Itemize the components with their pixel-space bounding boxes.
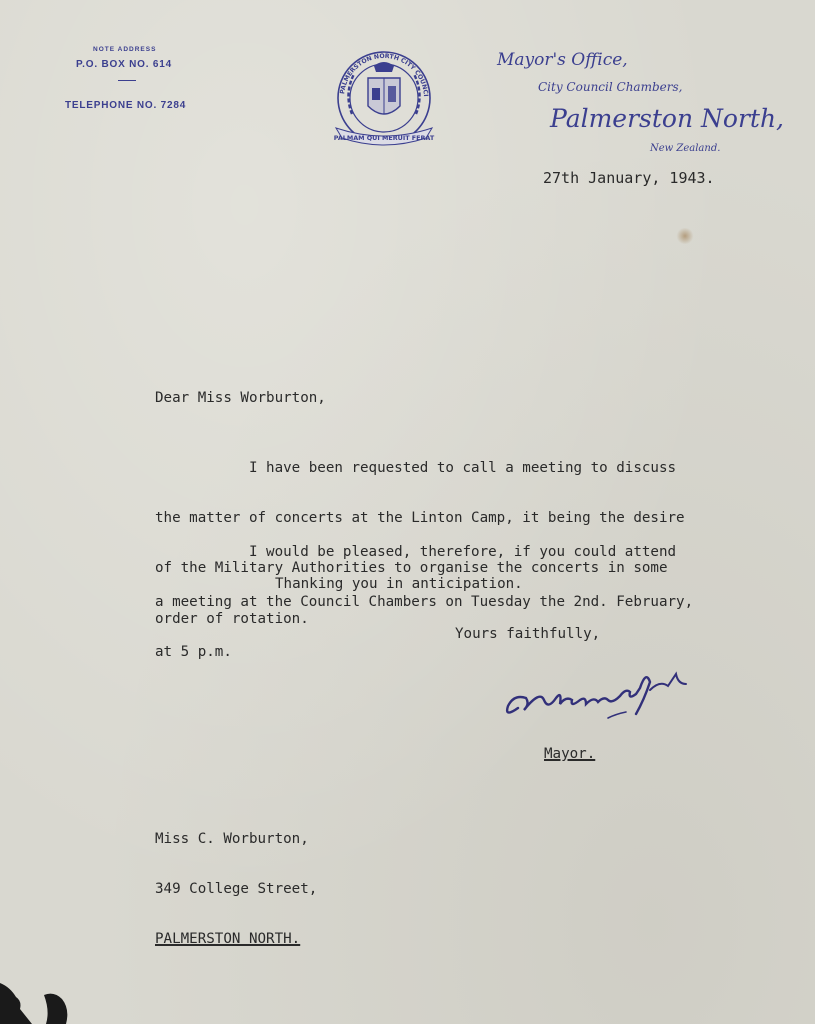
office-subtitle: City Council Chambers, — [538, 80, 683, 94]
paper-stain — [676, 228, 694, 244]
letterhead-divider — [118, 80, 136, 81]
recipient-address — [155, 797, 317, 982]
letterhead-city: Palmerston North, — [550, 104, 784, 133]
note-address-label: NOTE ADDRESS — [93, 46, 157, 53]
office-title: Mayor's Office, — [497, 50, 628, 70]
seal-motto: PALMAM QUI MERUIT FERAT — [333, 134, 435, 142]
letter-date: 27th January, 1943. — [543, 169, 715, 187]
paragraph-line: a meeting at the Council Chambers on Tuesday the 2nd. February, — [155, 593, 694, 610]
torn-corner — [0, 975, 80, 1024]
telephone-number: TELEPHONE NO. 7284 — [65, 100, 187, 111]
paragraph-line: I would be pleased, therefore, if you could attend — [155, 543, 677, 560]
po-box: P.O. BOX NO. 614 — [76, 59, 172, 70]
recipient-street: 349 College Street, — [155, 880, 318, 897]
signer-title: Mayor. — [544, 746, 596, 762]
thanks-line: Thanking you in anticipation. — [275, 576, 523, 592]
paragraph-line: the matter of concerts at the Linton Camp, it being the desire — [155, 509, 685, 526]
paragraph-line: of the Military Authorities to organise the concerts in some — [155, 560, 668, 577]
paragraph-line: at 5 p.m. — [155, 644, 232, 661]
salutation: Dear Miss Worburton, — [155, 390, 326, 406]
paragraph-line: order of rotation. — [155, 610, 309, 627]
recipient-city: PALMERSTON NORTH. — [155, 931, 301, 948]
seal-ring-text: PALMERSTON NORTH CITY COUNCI — [339, 52, 429, 97]
complimentary-close: Yours faithfully, — [455, 626, 601, 642]
letterhead-country: New Zealand. — [650, 143, 721, 154]
handwritten-signature — [500, 660, 700, 730]
city-council-seal — [322, 44, 446, 156]
recipient-name: Miss C. Worburton, — [155, 830, 309, 847]
paragraph-line: I have been requested to call a meeting to discuss — [155, 459, 677, 476]
